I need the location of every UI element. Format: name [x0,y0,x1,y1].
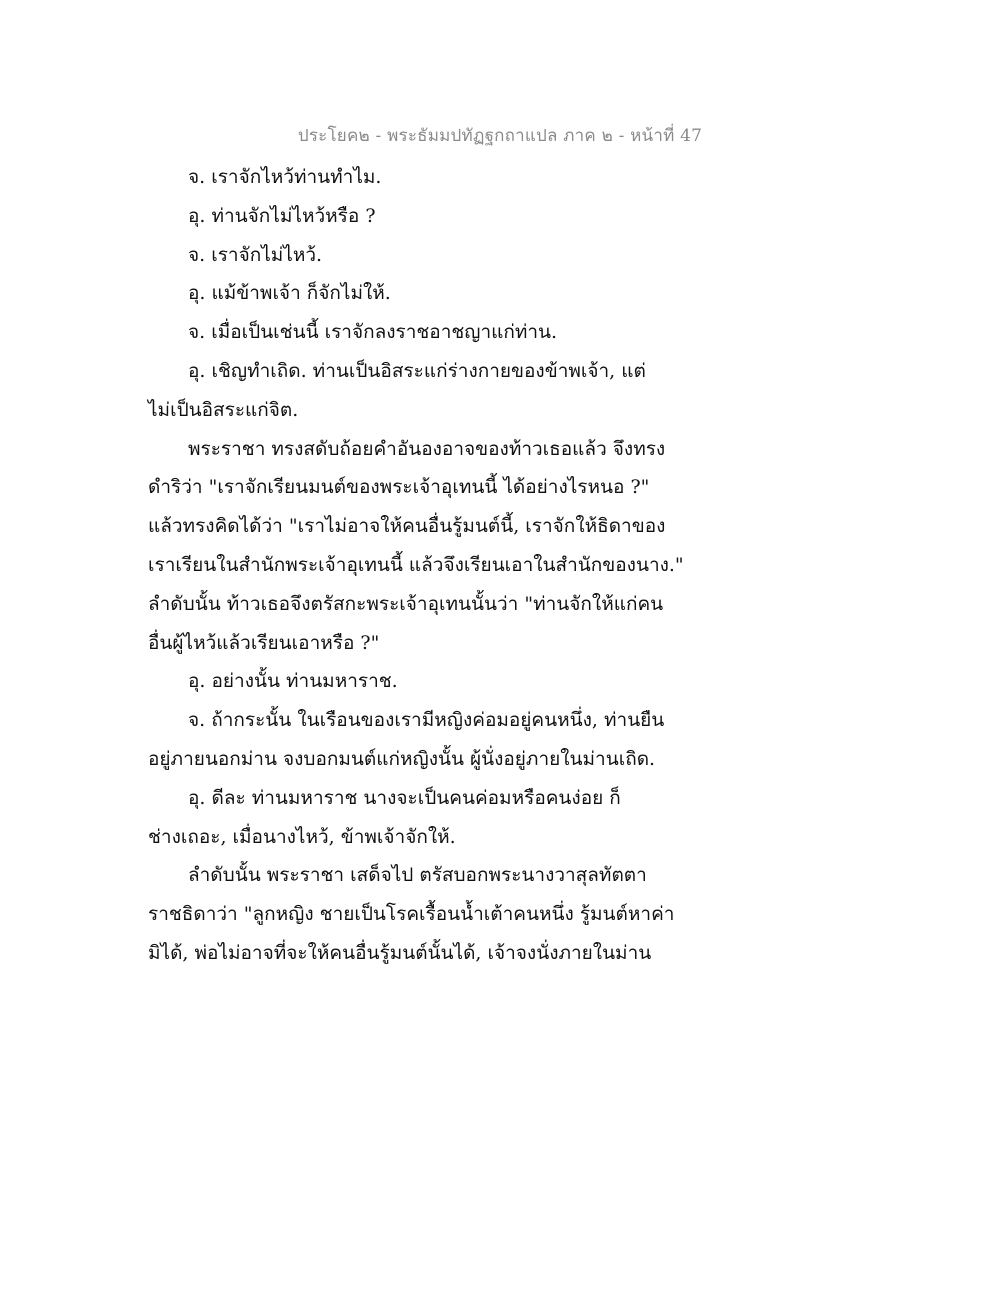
text-line: อุ. แม้ข้าพเจ้า ก็จักไม่ให้. [188,282,391,305]
text-line: ดำริว่า "เราจักเรียนมนต์ของพระเจ้าอุเทนนี้ ได้อย่างไรหนอ ?" [148,476,650,499]
text-line: แล้วทรงคิดได้ว่า "เราไม่อาจให้คนอื่นรู้มนต์นี้, เราจักให้ธิดาของ [148,515,666,538]
running-header: ประโยค๒ - พระธัมมปทัฏฐกถาแปล ภาค ๒ - หน้าที่ 47 [297,126,703,146]
text-line: จ. เมื่อเป็นเช่นนี้ เราจักลงราชอาชญาแก่ท่าน. [188,321,558,344]
text-line: พระราชา ทรงสดับถ้อยคำอันองอาจของท้าวเธอแล้ว จึงทรง [188,437,666,460]
text-line: ลำดับนั้น ท้าวเธอจึงตรัสกะพระเจ้าอุเทนนั้นว่า "ท่านจักให้แก่คน [148,592,664,615]
text-line: อื่นผู้ไหว้แล้วเรียนเอาหรือ ?" [148,631,380,654]
text-line: อุ. เชิญทำเถิด. ท่านเป็นอิสระแก่ร่างกายของข้าพเจ้า, แต่ [188,359,646,382]
text-line: อุ. ท่านจักไม่ไหว้หรือ ? [188,204,376,227]
text-line: จ. ถ้ากระนั้น ในเรือนของเรามีหญิงค่อมอยู่คนหนึ่ง, ท่านยืน [188,709,665,732]
text-line: มิได้, พ่อไม่อาจที่จะให้คนอื่นรู้มนต์นั้นได้, เจ้าจงนั่งภายในม่าน [148,941,652,964]
text-line: จ. เราจักไม่ไหว้. [188,243,323,266]
body-text [148,158,684,973]
text-line: ลำดับนั้น พระราชา เสด็จไป ตรัสบอกพระนางวาสุลทัตตา [188,864,647,887]
text-line: ราชธิดาว่า "ลูกหญิง ชายเป็นโรคเรื้อนน้ำเต้าคนหนึ่ง รู้มนต์หาค่า [148,903,675,926]
text-line: อุ. ดีละ ท่านมหาราช นางจะเป็นคนค่อมหรือคนง่อย ก็ [188,786,621,809]
text-line: อยู่ภายนอกม่าน จงบอกมนต์แก่หญิงนั้น ผู้นั่งอยู่ภายในม่านเถิด. [148,747,656,770]
text-line: ไม่เป็นอิสระแก่จิต. [148,398,299,421]
text-line: อุ. อย่างนั้น ท่านมหาราช. [188,670,398,693]
text-line: เราเรียนในสำนักพระเจ้าอุเทนนี้ แล้วจึงเรียนเอาในสำนักของนาง." [148,553,684,576]
text-line: ช่างเถอะ, เมื่อนางไหว้, ข้าพเจ้าจักให้. [148,825,456,848]
text-line: จ. เราจักไหว้ท่านทำไม. [188,166,382,188]
